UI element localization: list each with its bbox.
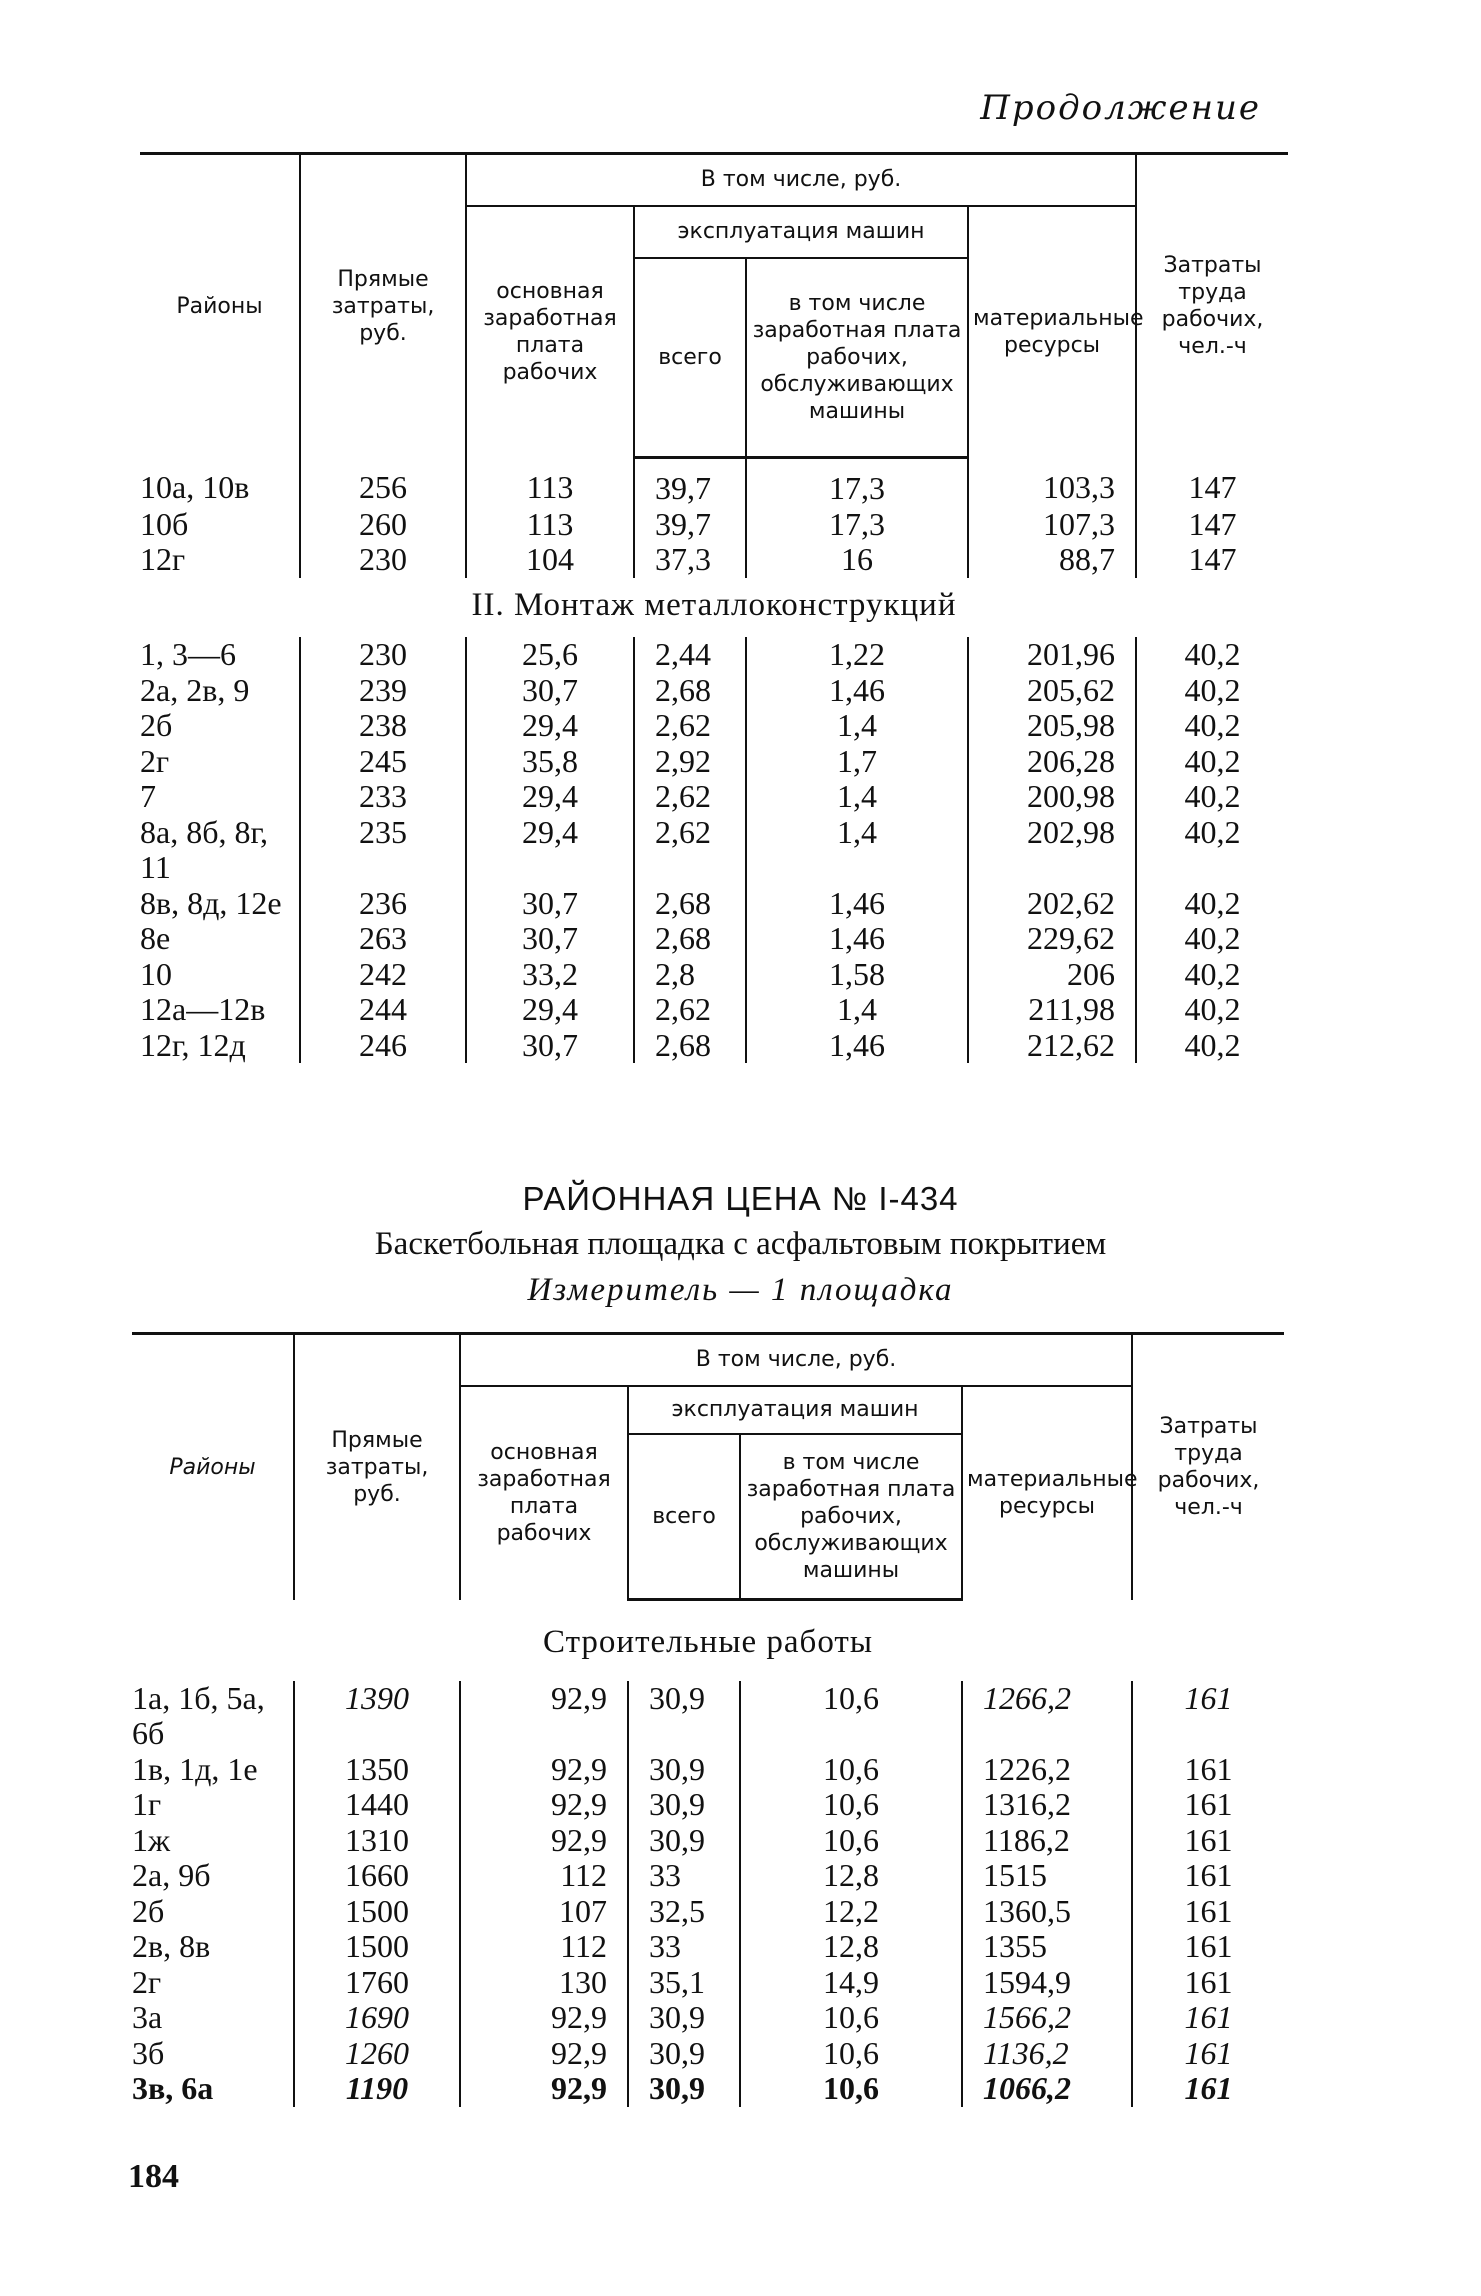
table-cell: 104 <box>466 542 634 578</box>
header-machine-wage: в том числе заработная плата рабочих, обслуживающих машины <box>740 1434 962 1600</box>
table-cell: 10,6 <box>740 2000 962 2036</box>
table-cell: 30,9 <box>628 1787 740 1823</box>
table-cell: 35,8 <box>466 744 634 780</box>
price-title: РАЙОННАЯ ЦЕНА № I-434 <box>522 1180 959 1217</box>
table-cell: 2,68 <box>634 1028 746 1064</box>
table-cell: 2,68 <box>634 673 746 709</box>
table-cell: 30,9 <box>628 1681 740 1752</box>
table-cell: 1,4 <box>746 992 968 1028</box>
table-cell: 92,9 <box>460 1681 628 1752</box>
table-cell: 201,96 <box>968 637 1136 673</box>
table1-rows-a <box>140 458 1288 578</box>
table-cell: 1,4 <box>746 779 968 815</box>
table-cell: 1350 <box>294 1752 460 1788</box>
table1-rows-b <box>140 637 1288 1063</box>
table2-section <box>132 1600 1284 1681</box>
table-cell: 40,2 <box>1136 1028 1288 1064</box>
price-subtitle: Баскетбольная площадка с асфальтовым покрытием <box>374 1226 1107 1262</box>
table-cell: 1190 <box>294 2071 460 2107</box>
table-cell: 230 <box>300 542 466 578</box>
table-cell: 245 <box>300 744 466 780</box>
table-row <box>132 1823 1284 1859</box>
table-cell: 200,98 <box>968 779 1136 815</box>
table-cell: 1,46 <box>746 673 968 709</box>
table-cell: 92,9 <box>460 1787 628 1823</box>
table-cell: 2б <box>132 1892 165 1929</box>
header-regions <box>132 1334 294 1600</box>
table-cell: 39,7 <box>634 507 746 543</box>
table-cell: 1136,2 <box>962 2036 1132 2072</box>
table-cell: 246 <box>300 1028 466 1064</box>
table-cell: 10а, 10в <box>140 468 250 505</box>
page-number: 184 <box>128 2158 179 2195</box>
price-meter: Измеритель — 1 площадка <box>527 1272 954 1308</box>
table-cell: 29,4 <box>466 779 634 815</box>
table-cell: 14,9 <box>740 1965 962 2001</box>
table-cell: 1,46 <box>746 1028 968 1064</box>
table-cell: 17,3 <box>746 507 968 543</box>
table-row <box>140 637 1288 673</box>
table-cell: 235 <box>300 815 466 886</box>
table-cell: 30,7 <box>466 1028 634 1064</box>
table-cell: 1390 <box>294 1681 460 1752</box>
table-cell: 1660 <box>294 1858 460 1894</box>
table-cell: 30,9 <box>628 1823 740 1859</box>
table-cell: 92,9 <box>460 1823 628 1859</box>
table-row <box>140 507 1288 543</box>
table-cell: 206 <box>968 957 1136 993</box>
table-cell: 103,3 <box>968 458 1136 507</box>
table-cell: 256 <box>300 458 466 507</box>
table-cell: 161 <box>1132 1858 1284 1894</box>
table-cell: 161 <box>1132 1965 1284 2001</box>
table-row <box>132 2071 1284 2107</box>
header-total: всего <box>634 258 746 458</box>
table-cell: 2,68 <box>634 886 746 922</box>
table-cell: 1186,2 <box>962 1823 1132 1859</box>
price-table-basketball <box>132 1332 1284 2107</box>
table-cell: 8а, 8б, 8г, 11 <box>140 813 268 885</box>
header-labor: Затраты труда рабочих, чел.-ч <box>1136 154 1288 458</box>
table-cell: 10,6 <box>740 1823 962 1859</box>
table-cell: 1760 <box>294 1965 460 2001</box>
table-cell: 12а—12в <box>140 991 266 1027</box>
table-cell: 242 <box>300 957 466 993</box>
table-cell: 212,62 <box>968 1028 1136 1064</box>
table-cell: 147 <box>1136 507 1288 543</box>
table-row <box>140 886 1288 922</box>
table-cell: 40,2 <box>1136 815 1288 886</box>
table-cell: 2г <box>132 1963 162 2000</box>
header-including: В том числе, руб. <box>460 1334 1132 1386</box>
table-cell: 10,6 <box>740 2036 962 2072</box>
table-cell: 30,9 <box>628 2000 740 2036</box>
header-materials: материальные ресурсы <box>968 206 1136 458</box>
table-cell: 1в, 1д, 1е <box>132 1750 258 1787</box>
table-row <box>140 744 1288 780</box>
header-direct-costs: Прямые затраты, руб. <box>294 1334 460 1600</box>
table-cell: 8е <box>140 920 171 956</box>
continuation-label: Продолжение <box>980 88 1261 128</box>
table-cell: 161 <box>1132 2036 1284 2072</box>
table-row <box>132 1787 1284 1823</box>
table-cell: 40,2 <box>1136 992 1288 1028</box>
table-cell: 10,6 <box>740 1681 962 1752</box>
table-header <box>132 1334 1284 1600</box>
table-cell: 7 <box>140 778 156 814</box>
table-cell: 30,9 <box>628 2071 740 2107</box>
section-title-mounting: II. Монтаж металлоконструкций <box>471 586 957 623</box>
table-cell: 1566,2 <box>962 2000 1132 2036</box>
table-cell: 40,2 <box>1136 708 1288 744</box>
table-cell: 12г, 12д <box>140 1026 246 1063</box>
table-cell: 3б <box>132 2034 165 2071</box>
table-row <box>140 957 1288 993</box>
table-cell: 10б <box>140 505 189 542</box>
table-cell: 1690 <box>294 2000 460 2036</box>
table-row <box>132 1858 1284 1894</box>
table-cell: 263 <box>300 921 466 957</box>
table-row <box>132 1752 1284 1788</box>
table-cell: 33 <box>628 1858 740 1894</box>
header-including: В том числе, руб. <box>466 154 1136 206</box>
table-cell: 161 <box>1132 2000 1284 2036</box>
table-cell: 1360,5 <box>962 1894 1132 1930</box>
table-row <box>132 2000 1284 2036</box>
table-row <box>132 1894 1284 1930</box>
table-cell: 107,3 <box>968 507 1136 543</box>
table-cell: 1г <box>132 1786 162 1822</box>
table-cell: 92,9 <box>460 2000 628 2036</box>
table-cell: 1,4 <box>746 708 968 744</box>
table-row <box>140 673 1288 709</box>
table-cell: 229,62 <box>968 921 1136 957</box>
table-cell: 40,2 <box>1136 779 1288 815</box>
table-cell: 244 <box>300 992 466 1028</box>
table-cell: 205,98 <box>968 708 1136 744</box>
table-cell: 16 <box>746 542 968 578</box>
table-cell: 2г <box>140 742 170 779</box>
header-regions-text: Районы <box>169 1454 256 1480</box>
table-row <box>140 708 1288 744</box>
table-cell: 161 <box>1132 1894 1284 1930</box>
table-cell: 1ж <box>132 1821 171 1858</box>
header-direct-costs: Прямые затраты, руб. <box>300 154 466 458</box>
table-cell: 40,2 <box>1136 744 1288 780</box>
table-cell: 1266,2 <box>962 1681 1132 1752</box>
header-machine-wage: в том числе заработная плата рабочих, обслуживающих машины <box>746 258 968 458</box>
table-cell: 30,7 <box>466 921 634 957</box>
table-row <box>132 1681 1284 1752</box>
table-cell: 1,58 <box>746 957 968 993</box>
table-cell: 2,62 <box>634 779 746 815</box>
table-cell: 10,6 <box>740 1752 962 1788</box>
table-cell: 3в, 6а <box>132 2070 214 2106</box>
table-cell: 30,7 <box>466 886 634 922</box>
table-cell: 2,62 <box>634 708 746 744</box>
table-cell: 161 <box>1132 1929 1284 1965</box>
table-row <box>140 815 1288 886</box>
table-cell: 2,92 <box>634 744 746 780</box>
table-cell: 30,9 <box>628 2036 740 2072</box>
table-row <box>132 2036 1284 2072</box>
table-cell: 239 <box>300 673 466 709</box>
table-cell: 1500 <box>294 1894 460 1930</box>
table-cell: 37,3 <box>634 542 746 578</box>
table-row <box>132 1965 1284 2001</box>
table-cell: 1,4 <box>746 815 968 886</box>
table-cell: 1515 <box>962 1858 1132 1894</box>
table-cell: 2,62 <box>634 992 746 1028</box>
table2-rows <box>132 1681 1284 2107</box>
table-cell: 33,2 <box>466 957 634 993</box>
table-cell: 88,7 <box>968 542 1136 578</box>
table-cell: 205,62 <box>968 673 1136 709</box>
table-cell: 40,2 <box>1136 637 1288 673</box>
table-cell: 2,44 <box>634 637 746 673</box>
table-cell: 1066,2 <box>962 2071 1132 2107</box>
table-row <box>140 542 1288 578</box>
table-cell: 40,2 <box>1136 886 1288 922</box>
table-cell: 238 <box>300 708 466 744</box>
table-row <box>140 921 1288 957</box>
table-row <box>140 1028 1288 1064</box>
table1-section <box>140 578 1288 638</box>
table-cell: 10,6 <box>740 2071 962 2107</box>
table-cell: 29,4 <box>466 708 634 744</box>
table-cell: 161 <box>1132 1681 1284 1752</box>
table-cell: 233 <box>300 779 466 815</box>
header-materials: материальные ресурсы <box>962 1386 1132 1600</box>
table-cell: 2,62 <box>634 815 746 886</box>
table-cell: 40,2 <box>1136 921 1288 957</box>
table-cell: 1316,2 <box>962 1787 1132 1823</box>
table-cell: 161 <box>1132 1752 1284 1788</box>
table-cell: 130 <box>460 1965 628 2001</box>
table-cell: 2,8 <box>634 957 746 993</box>
table-cell: 1,46 <box>746 886 968 922</box>
table-cell: 206,28 <box>968 744 1136 780</box>
table-cell: 112 <box>460 1929 628 1965</box>
table-cell: 40,2 <box>1136 673 1288 709</box>
table-row <box>140 458 1288 507</box>
table-cell: 161 <box>1132 1787 1284 1823</box>
table-cell: 202,62 <box>968 886 1136 922</box>
table-cell: 12,2 <box>740 1894 962 1930</box>
table-cell: 1,22 <box>746 637 968 673</box>
table-cell: 35,1 <box>628 1965 740 2001</box>
table-row <box>140 992 1288 1028</box>
table-cell: 147 <box>1136 542 1288 578</box>
table-cell: 1440 <box>294 1787 460 1823</box>
table-row <box>132 1929 1284 1965</box>
table-cell: 211,98 <box>968 992 1136 1028</box>
header-machine-ops: эксплуатация машин <box>634 206 968 258</box>
table-cell: 1а, 1б, 5а, 6б <box>132 1679 265 1751</box>
table-cell: 1355 <box>962 1929 1132 1965</box>
header-base-wage: основная заработная плата рабочих <box>460 1386 628 1600</box>
table-cell: 260 <box>300 507 466 543</box>
table-cell: 29,4 <box>466 815 634 886</box>
table-cell: 32,5 <box>628 1894 740 1930</box>
table-cell: 147 <box>1136 458 1288 507</box>
section-title-construction: Строительные работы <box>543 1624 874 1660</box>
table-cell: 25,6 <box>466 637 634 673</box>
table-cell: 2б <box>140 707 173 743</box>
table-cell: 30,9 <box>628 1752 740 1788</box>
table-cell: 113 <box>466 507 634 543</box>
table-cell: 202,98 <box>968 815 1136 886</box>
table-cell: 1310 <box>294 1823 460 1859</box>
table-cell: 12,8 <box>740 1929 962 1965</box>
table-cell: 30,7 <box>466 673 634 709</box>
table-cell: 236 <box>300 886 466 922</box>
price-table-continued <box>140 152 1288 1063</box>
table-cell: 92,9 <box>460 2036 628 2072</box>
table-cell: 2в, 8в <box>132 1928 211 1964</box>
table-cell: 161 <box>1132 2071 1284 2107</box>
header-labor: Затраты труда рабочих, чел.-ч <box>1132 1334 1284 1600</box>
table-cell: 40,2 <box>1136 957 1288 993</box>
table-cell: 29,4 <box>466 992 634 1028</box>
table-cell: 17,3 <box>746 458 968 507</box>
table-cell: 12,8 <box>740 1858 962 1894</box>
table-cell: 3а <box>132 1999 163 2035</box>
table-cell: 12г <box>140 541 186 577</box>
table-cell: 107 <box>460 1894 628 1930</box>
header-base-wage: основная заработная плата рабочих <box>466 206 634 458</box>
header-regions: Районы <box>140 154 300 458</box>
table-cell: 2а, 2в, 9 <box>140 671 250 708</box>
table-cell: 1260 <box>294 2036 460 2072</box>
table-cell: 1, 3—6 <box>140 636 236 672</box>
table-cell: 39,7 <box>634 458 746 507</box>
table-cell: 33 <box>628 1929 740 1965</box>
table-cell: 2,68 <box>634 921 746 957</box>
table-cell: 1,46 <box>746 921 968 957</box>
table-cell: 2а, 9б <box>132 1857 211 1893</box>
table-cell: 8в, 8д, 12е <box>140 884 282 921</box>
table-cell: 92,9 <box>460 1752 628 1788</box>
table-cell: 112 <box>460 1858 628 1894</box>
table-cell: 230 <box>300 637 466 673</box>
table-cell: 1500 <box>294 1929 460 1965</box>
table-cell: 1594,9 <box>962 1965 1132 2001</box>
table-cell: 1,7 <box>746 744 968 780</box>
table-row <box>140 779 1288 815</box>
table-cell: 113 <box>466 458 634 507</box>
table-cell: 10,6 <box>740 1787 962 1823</box>
table-cell: 10 <box>140 955 172 992</box>
header-machine-ops: эксплуатация машин <box>628 1386 962 1434</box>
table-header <box>140 154 1288 458</box>
table-cell: 92,9 <box>460 2071 628 2107</box>
header-total: всего <box>628 1434 740 1600</box>
table-cell: 1226,2 <box>962 1752 1132 1788</box>
table-cell: 161 <box>1132 1823 1284 1859</box>
